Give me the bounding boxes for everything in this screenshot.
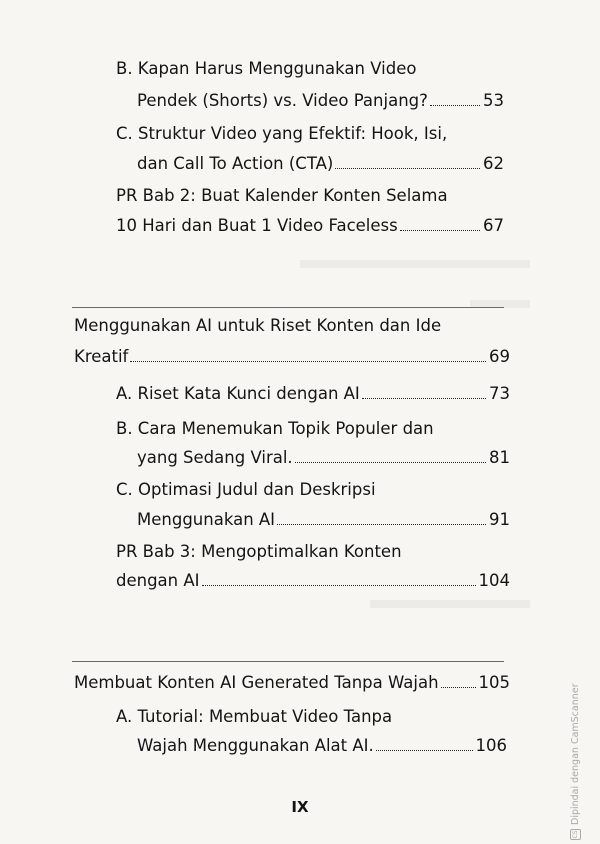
toc-entry-title: A. Riset Kata Kunci dengan AI <box>116 384 360 403</box>
show-through-shadow <box>300 260 530 268</box>
toc-entry-line <box>137 447 510 469</box>
dot-leader <box>295 462 486 463</box>
dot-leader <box>130 361 486 362</box>
toc-entry-line <box>137 90 504 112</box>
toc-entry-title-cont: 10 Hari dan Buat 1 Video Faceless <box>116 216 398 235</box>
toc-entry-line <box>137 735 507 757</box>
dot-leader <box>376 750 473 751</box>
toc-page-number: 73 <box>489 384 510 403</box>
toc-section-title-cont: Kreatif <box>74 347 129 366</box>
toc-entry-title-cont: dan Call To Action (CTA) <box>137 154 334 173</box>
chapter-rule <box>72 661 504 662</box>
toc-entry-title-cont: dengan AI <box>116 571 200 590</box>
chapter-rule <box>72 307 504 308</box>
toc-page-number: 67 <box>483 216 504 235</box>
dot-leader <box>277 524 486 525</box>
toc-entry-title-cont: Menggunakan AI <box>137 510 276 529</box>
camscanner-watermark <box>570 660 581 840</box>
toc-entry-title: B. Cara Menemukan Topik Populer dan <box>116 419 434 438</box>
toc-entry-title: C. Optimasi Judul dan Deskripsi <box>116 480 376 499</box>
toc-entry-line <box>116 383 510 405</box>
toc-page-number: 62 <box>483 154 504 173</box>
toc-entry-title: B. Kapan Harus Menggunakan Video <box>116 59 417 78</box>
toc-page-number: 104 <box>478 571 510 590</box>
dot-leader <box>430 105 480 106</box>
toc-page-number: 81 <box>489 448 510 467</box>
dot-leader <box>441 687 476 688</box>
dot-leader <box>400 230 480 231</box>
dot-leader <box>362 398 486 399</box>
toc-entry-title: A. Tutorial: Membuat Video Tanpa <box>116 707 393 726</box>
toc-page-number: 53 <box>483 91 504 110</box>
toc-entry-line <box>116 570 510 592</box>
toc-entry-title: PR Bab 3: Mengoptimalkan Konten <box>116 542 402 561</box>
toc-page-number: 69 <box>489 347 510 366</box>
toc-entry-line <box>137 509 510 531</box>
dot-leader <box>335 168 480 169</box>
show-through-shadow <box>370 600 530 608</box>
dot-leader <box>202 585 476 586</box>
camscanner-logo-icon: CS <box>572 830 579 839</box>
toc-entry-title-cont: yang Sedang Viral. <box>137 448 293 467</box>
watermark-text: Dipindai dengan CamScanner <box>570 683 581 825</box>
toc-entry-line <box>74 672 510 694</box>
toc-entry-title-cont: Pendek (Shorts) vs. Video Panjang? <box>137 91 428 110</box>
toc-entry-line <box>116 215 504 237</box>
toc-entry-line <box>137 153 504 175</box>
page-number-footer: IX <box>291 798 309 816</box>
toc-page-number: 106 <box>475 736 507 755</box>
toc-page-number: 91 <box>489 510 510 529</box>
toc-entry-title: C. Struktur Video yang Efektif: Hook, Isi, <box>116 124 448 143</box>
toc-entry-title: PR Bab 2: Buat Kalender Konten Selama <box>116 186 448 205</box>
toc-section-title: Menggunakan AI untuk Riset Konten dan Ide <box>74 316 442 335</box>
toc-section-title: Membuat Konten AI Generated Tanpa Wajah <box>74 673 439 692</box>
toc-page-number: 105 <box>478 673 510 692</box>
toc-entry-title-cont: Wajah Menggunakan Alat AI. <box>137 736 374 755</box>
toc-entry-line <box>74 346 510 368</box>
